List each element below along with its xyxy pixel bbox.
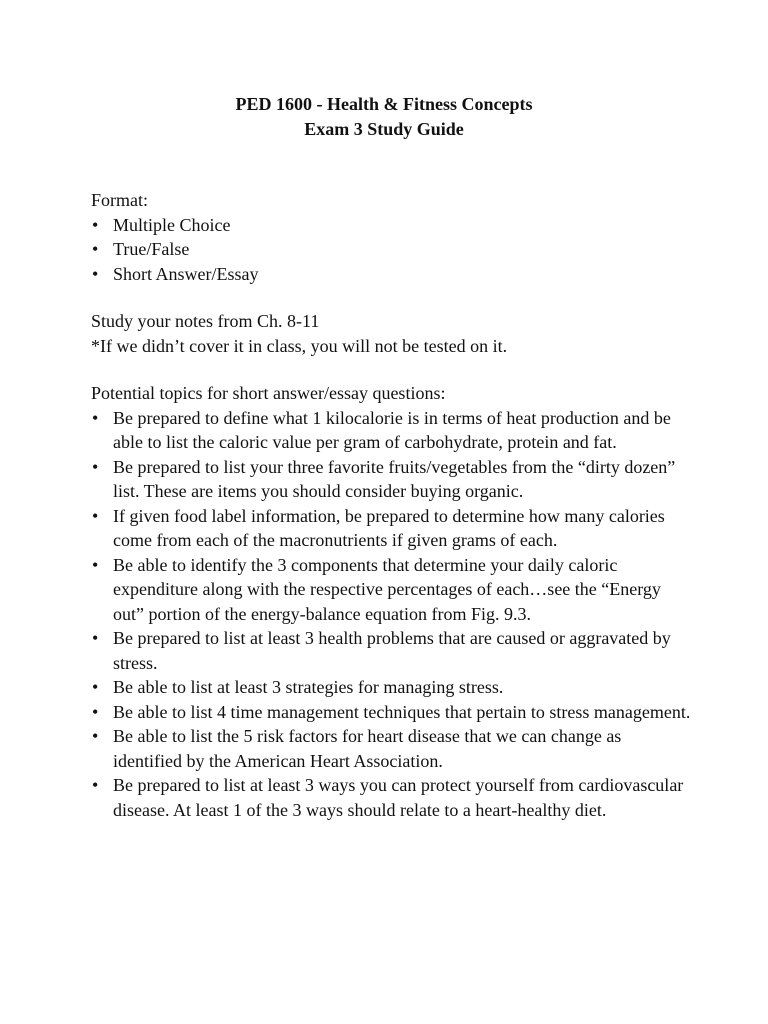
- study-notes-line: Study your notes from Ch. 8-11: [91, 311, 320, 331]
- bullet-icon: •: [92, 214, 99, 235]
- topic-item-text: Be prepared to define what 1 kilocalorie is in terms of heat production and be able to list the caloric value per gram of carbohydrate, protein and fat.: [113, 407, 671, 452]
- spacer: [91, 286, 691, 309]
- topic-item: [91, 724, 691, 773]
- format-item-text: True/False: [113, 239, 190, 259]
- bullet-icon: •: [92, 456, 99, 477]
- coverage-note: *If we didn’t cover it in class, you will not be tested on it.: [91, 335, 508, 356]
- bullet-icon: •: [92, 407, 99, 428]
- bullet-icon: •: [92, 726, 99, 746]
- topics-heading: Potential topics for short answer/essay questions:: [91, 383, 446, 403]
- topic-item-text: Be able to list at least 3 strategies for managing stress.: [113, 677, 504, 697]
- topic-item-text: Be able to list the 5 risk factors for heart disease that we can change as identified by the American Heart Association.: [113, 726, 622, 771]
- format-item-text: Multiple Choice: [113, 214, 231, 235]
- topics-section: [91, 381, 691, 822]
- bullet-icon: •: [92, 628, 99, 648]
- topic-item: [91, 553, 691, 627]
- topic-item: [91, 700, 691, 725]
- course-title: PED 1600 - Health & Fitness Concepts: [235, 94, 533, 114]
- format-item-text: Short Answer/Essay: [113, 263, 259, 284]
- topic-item: [91, 773, 691, 822]
- topic-item: [91, 675, 691, 700]
- study-section: [91, 309, 691, 358]
- format-heading: Format:: [91, 190, 148, 210]
- topic-item-text: Be able to identify the 3 components that determine your daily caloric expenditure along with the respective percentages of each…see the “Energy out” portion of the energy-balance equation from Fig. 9.3.: [113, 554, 661, 624]
- format-item: [91, 237, 691, 262]
- topic-item: [91, 626, 691, 675]
- document-title: [0, 92, 768, 141]
- bullet-icon: •: [92, 505, 99, 526]
- format-list: [91, 213, 691, 287]
- topic-item-text: Be prepared to list your three favorite fruits/vegetables from the “dirty dozen” list. These are items you should consider buying organic.: [113, 456, 676, 501]
- topic-item-text: If given food label information, be prepared to determine how many calories come from each of the macronutrients if given grams of each.: [113, 505, 665, 550]
- topic-item-text: Be prepared to list at least 3 ways you can protect yourself from cardiovascular disease. At least 1 of the 3 ways should relate to a heart-healthy diet.: [113, 775, 684, 820]
- document-body: [91, 188, 691, 822]
- bullet-icon: •: [92, 775, 99, 795]
- spacer: [91, 358, 691, 381]
- topic-item: [91, 406, 691, 455]
- topic-item: [91, 455, 691, 504]
- guide-title: Exam 3 Study Guide: [304, 118, 464, 139]
- bullet-icon: •: [92, 263, 99, 284]
- topics-list: [91, 406, 691, 823]
- topic-item-text: Be prepared to list at least 3 health problems that are caused or aggravated by stress.: [113, 628, 671, 673]
- topic-item: [91, 504, 691, 553]
- bullet-icon: •: [92, 701, 99, 722]
- format-item: [91, 213, 691, 238]
- bullet-icon: •: [92, 239, 99, 259]
- format-item: [91, 262, 691, 287]
- bullet-icon: •: [92, 554, 99, 575]
- bullet-icon: •: [92, 677, 99, 697]
- format-section: [91, 188, 691, 286]
- topic-item-text: Be able to list 4 time management techniques that pertain to stress management.: [113, 701, 691, 722]
